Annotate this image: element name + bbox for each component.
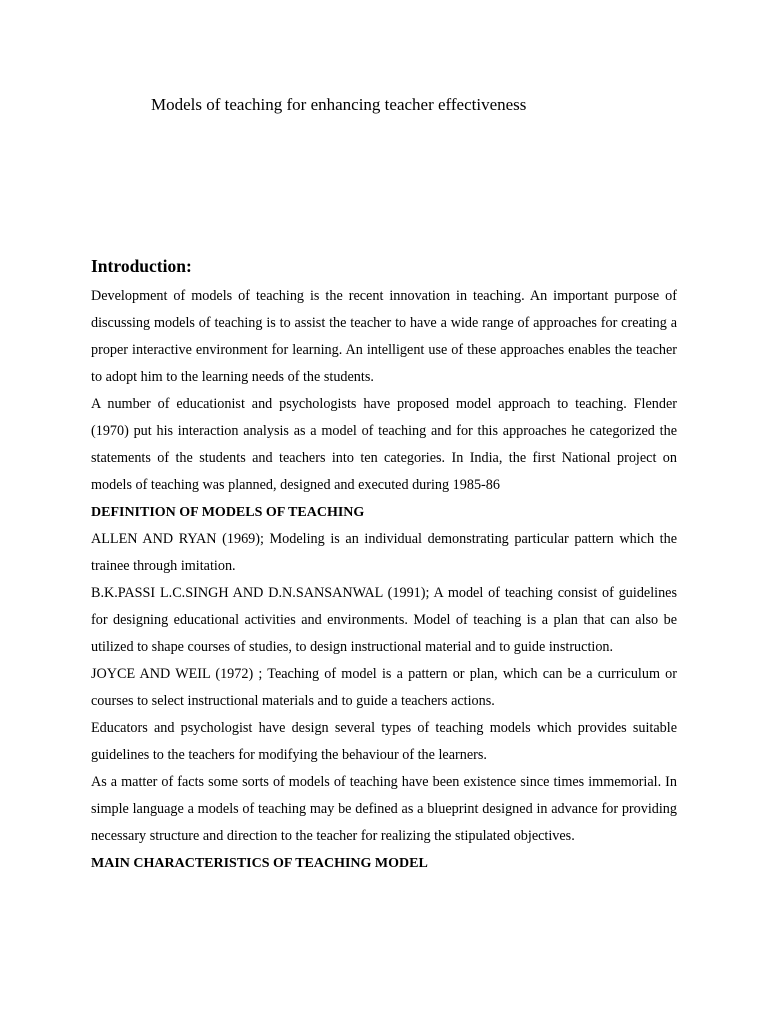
paragraph-intro-2: A number of educationist and psychologists have proposed model approach to teaching. Flender (1970) put his interaction analysis as a model of teaching and for this approaches he categorized the statements of the students and teachers into ten categories. In India, the first National project on models of teaching was planned, designed and executed during 1985-86 bbox=[91, 396, 677, 493]
document-title: Models of teaching for enhancing teacher effectiveness bbox=[151, 95, 527, 114]
introduction-heading: Introduction: bbox=[91, 256, 192, 276]
paragraph-blueprint: As a matter of facts some sorts of models of teaching have been existence since times immemorial. In simple language a models of teaching may be defined as a blueprint designed in advance for providing necessary structure and direction to the teacher for realizing the stipulated objectives. bbox=[91, 774, 677, 844]
paragraph-educators: Educators and psychologist have design several types of teaching models which provides suitable guidelines to the teachers for modifying the behaviour of the learners. bbox=[91, 720, 677, 763]
paragraph-joyce-weil: JOYCE AND WEIL (1972) ; Teaching of model is a pattern or plan, which can be a curriculum or courses to select instructional materials and to guide a teachers actions. bbox=[91, 666, 677, 709]
paragraph-allen-ryan: ALLEN AND RYAN (1969); Modeling is an individual demonstrating particular pattern which the trainee through imitation. bbox=[91, 531, 677, 574]
document-body bbox=[91, 283, 677, 877]
paragraph-intro-1: Development of models of teaching is the recent innovation in teaching. An important purpose of discussing models of teaching is to assist the teacher to have a wide range of approaches for creating a proper interactive environment for learning. An intelligent use of these approaches enables the teacher to adopt him to the learning needs of the students. bbox=[91, 288, 677, 385]
paragraph-passi-singh: B.K.PASSI L.C.SINGH AND D.N.SANSANWAL (1991); A model of teaching consist of guidelines for designing educational activities and environments. Model of teaching is a plan that can also be utilized to shape courses of studies, to design instructional material and to guide instruction. bbox=[91, 585, 677, 655]
characteristics-heading: MAIN CHARACTERISTICS OF TEACHING MODEL bbox=[91, 856, 428, 871]
definition-heading: DEFINITION OF MODELS OF TEACHING bbox=[91, 505, 365, 520]
